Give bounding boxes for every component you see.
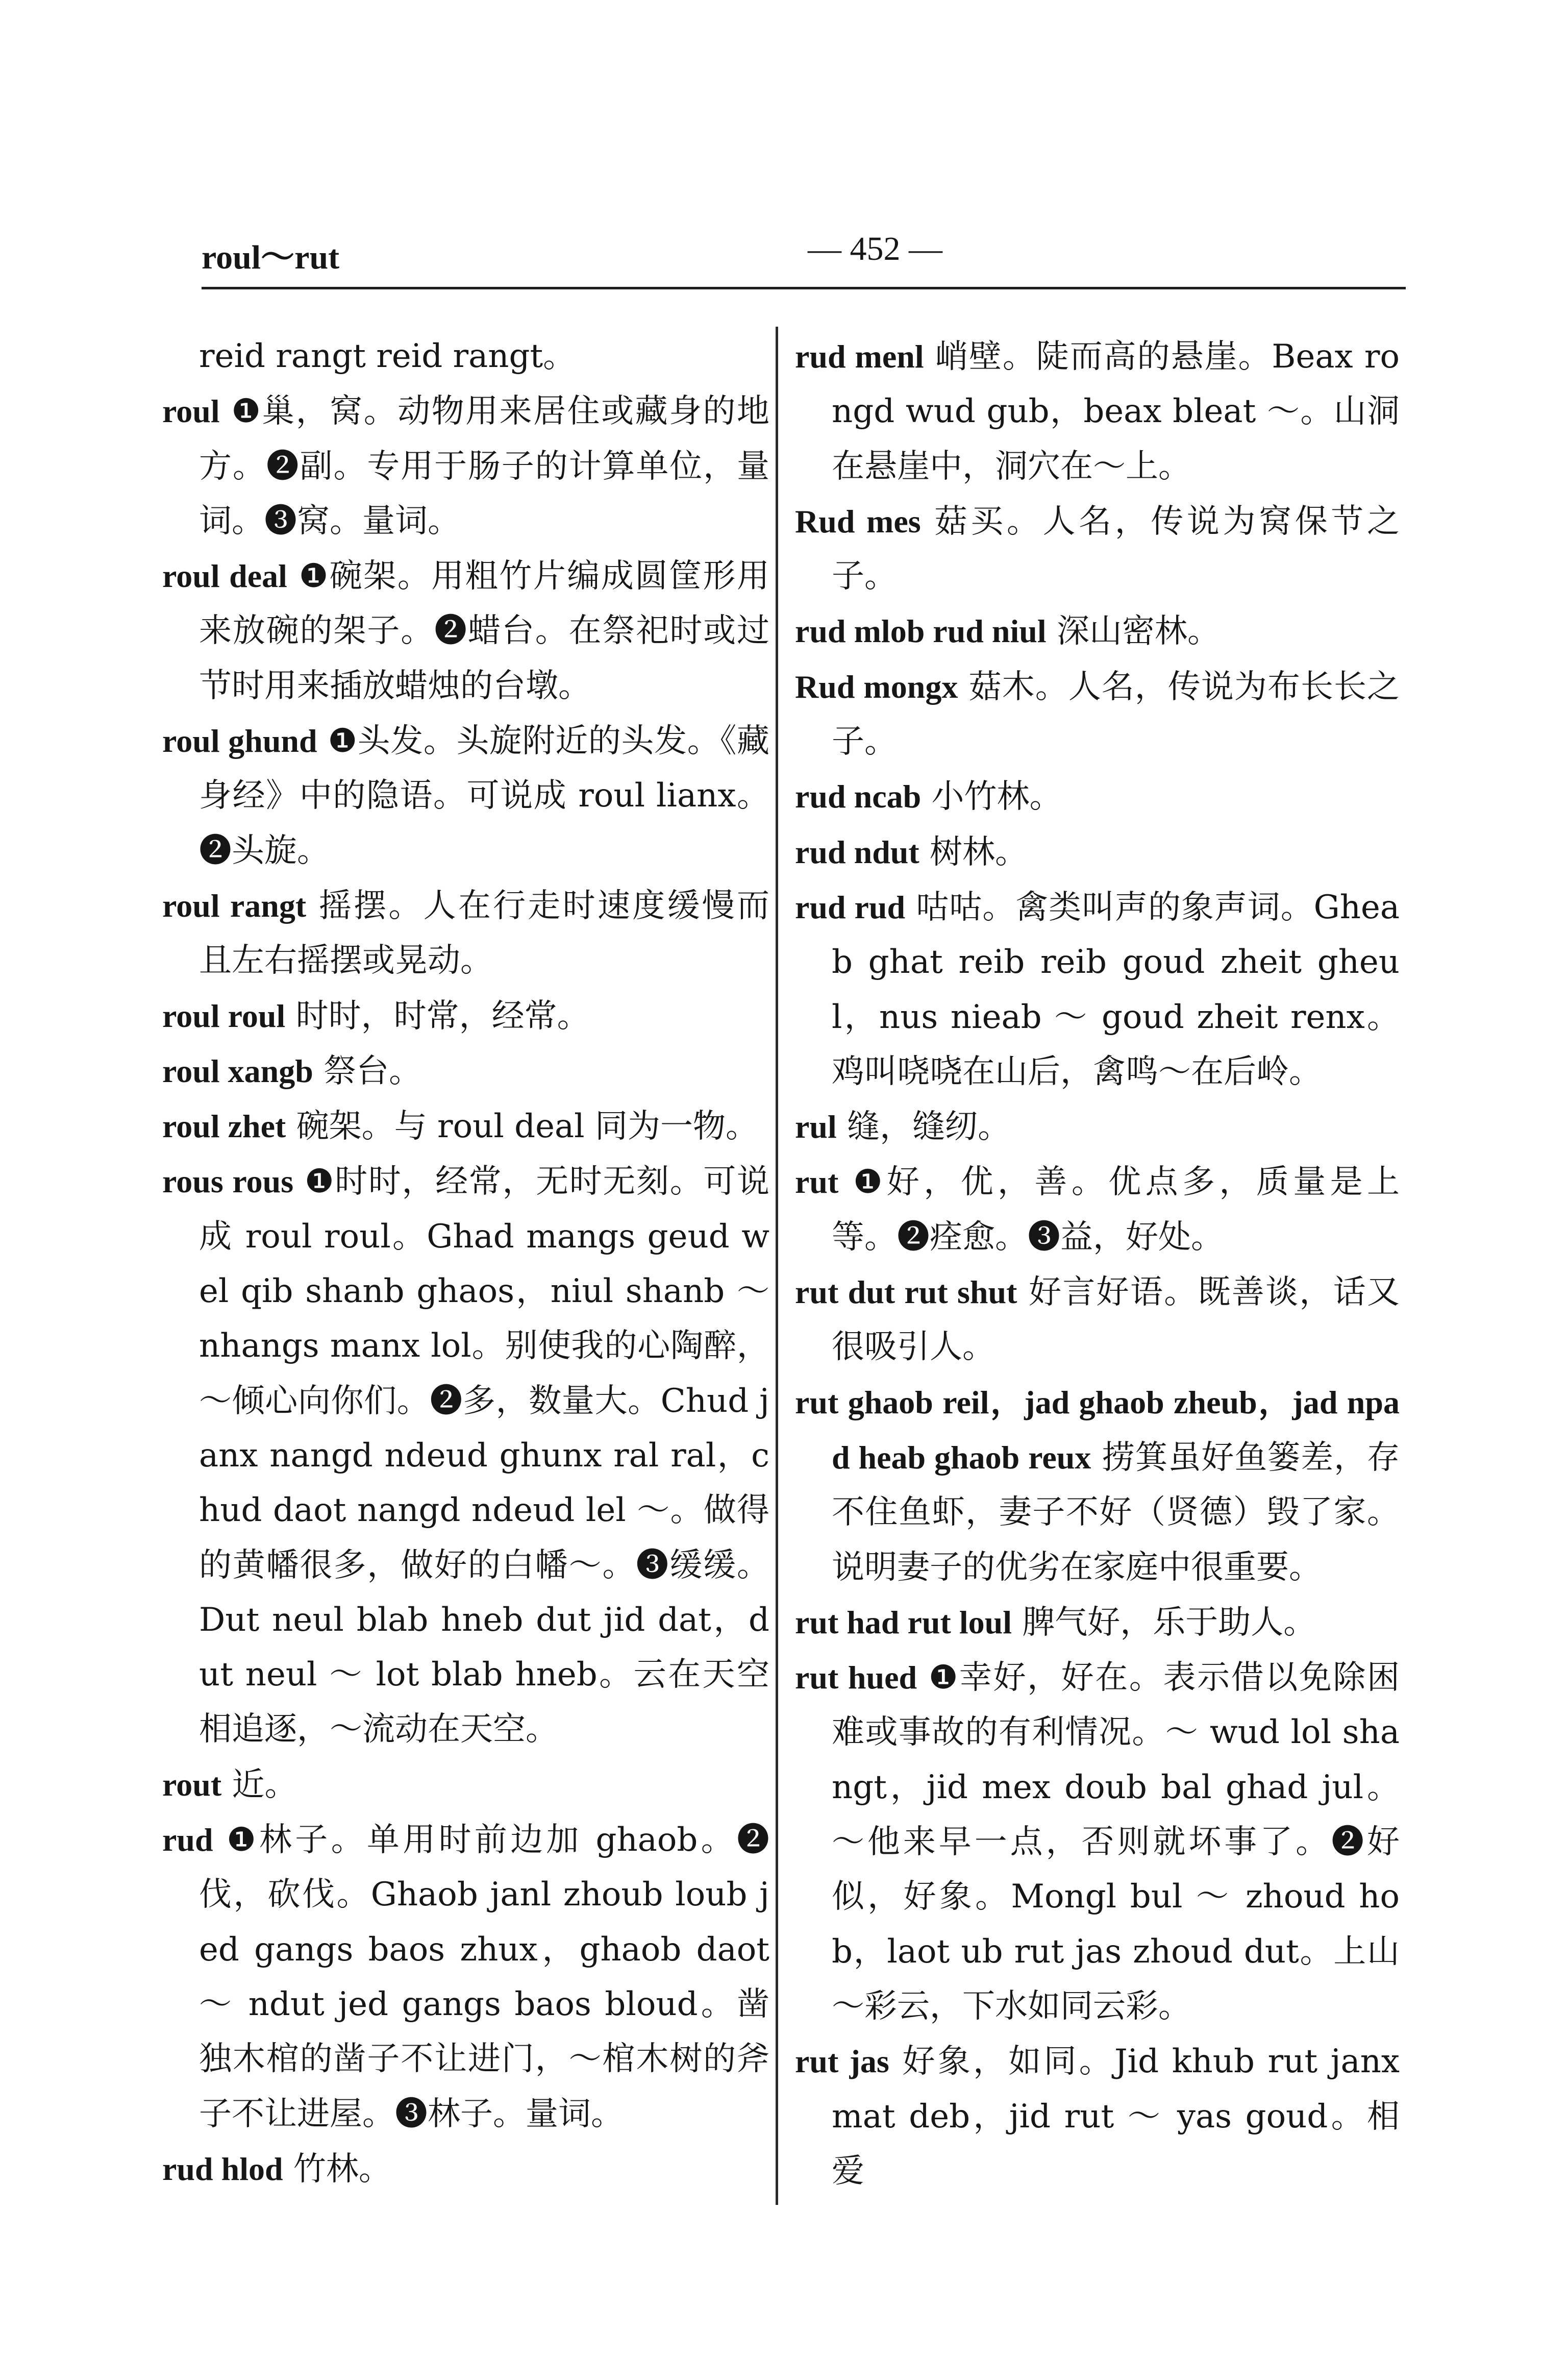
header-rule: [202, 287, 1406, 289]
headword: roul xangb: [162, 1052, 313, 1089]
definition: 树林。: [930, 833, 1028, 871]
dictionary-entry: [795, 825, 1400, 880]
running-head: roul～rut: [202, 239, 340, 276]
dictionary-entry: [795, 604, 1400, 659]
headword: roul zhet: [162, 1108, 286, 1145]
definition: ❶林子。单用时前边加 ghaob。❷伐，砍伐。Ghaob janl zhoub loub jed gangs baos zhux，ghaob daot ～ ndut jed gangs baos bloud。凿独木棺的凿子不让进门，～棺木树的斧子不让进屋。❸林子。量词。: [199, 1821, 770, 2133]
headword: rout: [162, 1766, 222, 1803]
dictionary-entry: [795, 2034, 1400, 2199]
definition: 缝，缝纫。: [847, 1108, 1011, 1146]
headword: rous rous: [162, 1163, 294, 1200]
headword: rut: [795, 1164, 839, 1200]
dictionary-entry: [162, 549, 769, 714]
definition: 小竹林。: [931, 778, 1062, 816]
dictionary-entry: [162, 384, 769, 549]
definition: ❶时时，经常，无时无刻。可说成 roul roul。Ghad mangs geud wel qib shanb ghaos，niul shanb ～ nhangs manx lol。别使我的心陶醉，～倾心向你们。❷多，数量大。Chud janx nangd ndeud ghunx ral ral，chud daot nangd ndeud lel ～。做得的黄幡很多，做好的白幡～。❸缓缓。Dut neul blab hneb dut jid dat，dut neul ～ lot blab hneb。云在天空相追逐，～流动在天空。: [199, 1163, 770, 1749]
dictionary-entry: [162, 1099, 769, 1154]
definition: 菇木。人名，传说为布长长之子。: [832, 668, 1400, 761]
definition: 脾气好，乐于助人。: [1022, 1603, 1316, 1641]
dictionary-entry: [795, 1099, 1400, 1155]
headword: rut had rut loul: [795, 1604, 1012, 1640]
headword: rul: [795, 1109, 837, 1145]
definition: ❶好，优，善。优点多，质量是上等。❷痊愈。❸益，好处。: [832, 1163, 1400, 1256]
dictionary-entry: [162, 1154, 769, 1757]
definition: 捞箕虽好鱼篓差，存不住鱼虾，妻子不好（贤德）毁了家。说明妻子的优劣在家庭中很重要。: [832, 1438, 1400, 1586]
dictionary-entry: [162, 989, 769, 1044]
headword: rud menl: [795, 338, 924, 375]
definition: 好象，如同。Jid khub rut janx mat deb，jid rut ～ yas goud。相爱: [832, 2043, 1400, 2190]
definition: 好言好语。既善谈，话又很吸引人。: [832, 1273, 1400, 1366]
dictionary-entry: [795, 880, 1400, 1099]
dictionary-entry: [795, 1155, 1400, 1265]
headword: rud ncab: [795, 778, 922, 815]
headword: rud: [162, 1822, 213, 1858]
definition: ❶头发。头旋附近的头发。《藏身经》中的隐语。可说成 roul lianx。❷头旋。: [199, 722, 770, 870]
headword: rut jas: [795, 2043, 889, 2080]
definition: 碗架。与 roul deal 同为一物。: [296, 1108, 758, 1146]
headword: rut hued: [795, 1659, 917, 1696]
headword: rud hlod: [162, 2150, 283, 2187]
definition: 祭台。: [323, 1052, 422, 1090]
definition: 深山密林。: [1056, 612, 1220, 651]
dictionary-entry: [162, 329, 769, 384]
dictionary-entry: [162, 2142, 769, 2197]
headword: rut ghaob reil，jad ghaob zheub，jad npad heab ghaob reux: [795, 1384, 1400, 1476]
headword: roul ghund: [162, 723, 317, 759]
definition: 时时，时常，经常。: [295, 997, 590, 1035]
headword: roul roul: [162, 997, 286, 1034]
definition: ❶幸好，好在。表示借以免除困难或事故的有利情况。～ wud lol shangt，jid mex doub bal ghad jul。～他来早一点，否则就坏事了。❷好似，好象。Mongl bul ～ zhoud hob，laot ub rut jas zhoud dut。上山～彩云，下水如同云彩。: [832, 1659, 1400, 2025]
dictionary-entry: [162, 1812, 769, 2142]
headword: Rud mes: [795, 503, 921, 539]
dictionary-entry: [795, 494, 1400, 604]
page-number: — 452 —: [808, 230, 942, 267]
definition: 峭壁。陡而高的悬崖。Beax rongd wud gub，beax bleat ～。山洞在悬崖中，洞穴在～上。: [832, 338, 1400, 485]
definition: 近。: [232, 1765, 297, 1804]
dictionary-entry: [162, 714, 769, 878]
right-column: [795, 329, 1400, 2199]
dictionary-entry: [795, 1375, 1400, 1595]
page-header: [202, 209, 1406, 291]
dictionary-entry: [162, 1757, 769, 1812]
dictionary-entry: [795, 1650, 1400, 2034]
headword: roul deal: [162, 558, 287, 595]
headword: rut dut rut shut: [795, 1274, 1017, 1311]
headword: rud ndut: [795, 833, 919, 870]
headword: roul rangt: [162, 887, 307, 924]
dictionary-entry: [795, 769, 1400, 824]
definition: 咕咕。禽类叫声的象声词。Gheab ghat reib reib goud zheit gheul，nus nieab ～ goud zheit renx。鸡叫哓哓在山后，禽鸣～在后岭。: [832, 888, 1400, 1091]
definition: ❶巢，窝。动物用来居住或藏身的地方。❷副。专用于肠子的计算单位，量词。❸窝。量词。: [199, 392, 770, 540]
definition: ❶碗架。用粗竹片编成圆筐形用来放碗的架子。❷蜡台。在祭祀时或过节时用来插放蜡烛的台墩。: [199, 557, 770, 705]
headword: roul: [162, 393, 220, 430]
dictionary-entry: [162, 1044, 769, 1099]
headword: Rud mongx: [795, 668, 958, 705]
headword: rud mlob rud niul: [795, 613, 1047, 650]
left-column: [162, 329, 769, 2197]
column-divider: [776, 327, 778, 2205]
dictionary-entry: [162, 878, 769, 989]
dictionary-entry: [795, 1595, 1400, 1650]
headword: rud rud: [795, 889, 906, 925]
dictionary-entry: [795, 659, 1400, 770]
definition: reid rangt reid rangt。: [199, 337, 576, 375]
dictionary-entry: [795, 329, 1400, 494]
definition: 菇买。人名，传说为窝保节之子。: [832, 502, 1400, 596]
definition: 摇摆。人在行走时速度缓慢而且左右摇摆或晃动。: [199, 887, 769, 980]
dictionary-entry: [795, 1265, 1400, 1375]
definition: 竹林。: [293, 2150, 391, 2188]
